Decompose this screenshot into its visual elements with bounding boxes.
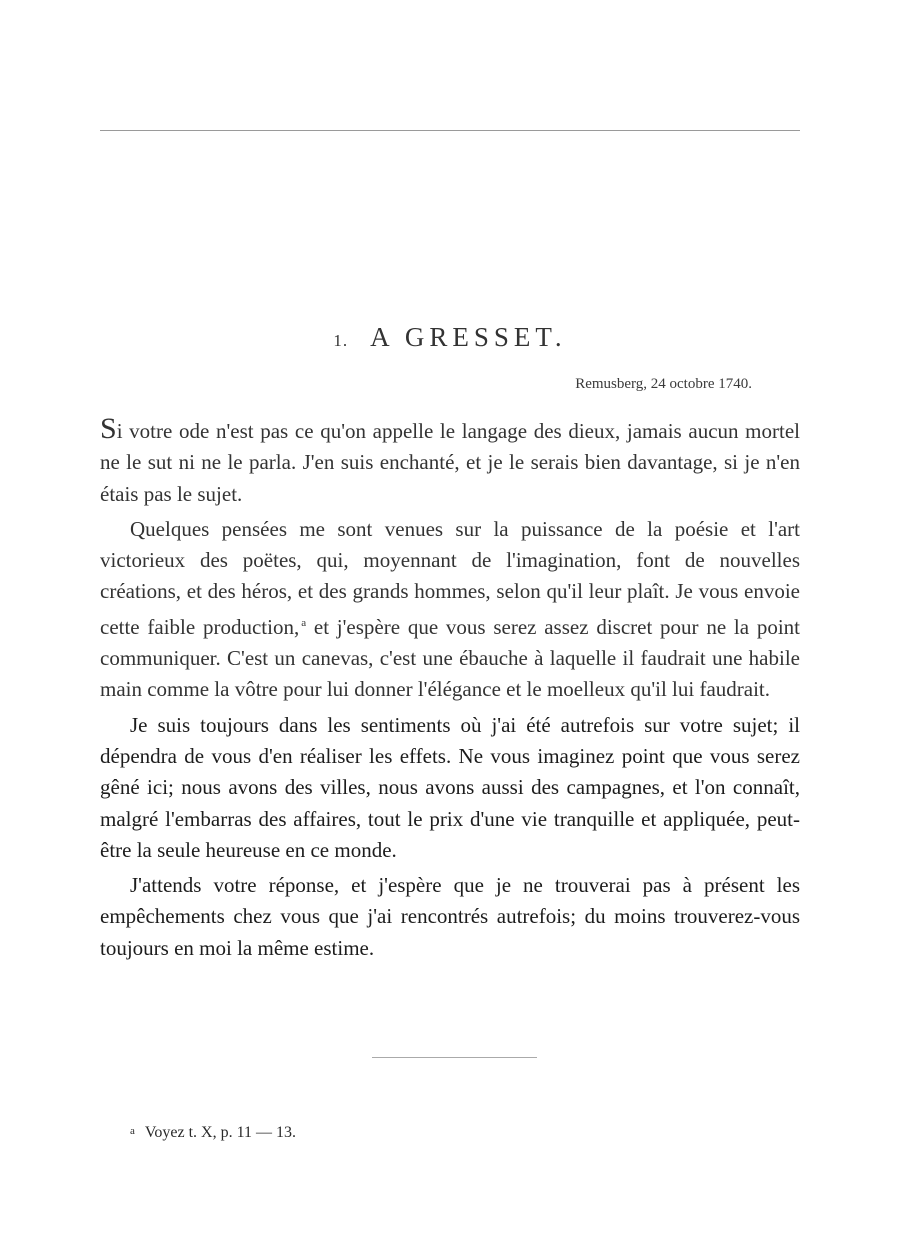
footnote bbox=[130, 1124, 296, 1142]
paragraph-1-text: i votre ode n'est pas ce qu'on appelle le langage des dieux, jamais aucun mortel ne le sut ni ne le parla. J'en suis enchanté, et je le serais bien davantage, si je n'en étais pas le sujet. bbox=[100, 419, 800, 506]
paragraph-1 bbox=[100, 412, 800, 510]
letter-number: 1. bbox=[333, 331, 349, 350]
paragraph-2 bbox=[100, 514, 800, 706]
paragraph-3 bbox=[100, 710, 800, 866]
footnote-text: Voyez t. X, p. 11 — 13. bbox=[144, 1124, 296, 1141]
footnote-separator bbox=[372, 1057, 537, 1058]
paragraph-2-text-before: Quelques pensées me sont venues sur la puissance de la poésie et l'art victorieux des poëtes, qui, moyennant de l'imagination, font de nouvelles créations, et des héros, et des grands hommes, selon qu'il leur plaît. Je vous envoie cette faible production, bbox=[100, 516, 800, 639]
paragraph-4-text: J'attends votre réponse, et j'espère que je ne trouverai pas à présent les empêchements chez vous que j'ai rencontrés autrefois; du moins trouverez-vous toujours en moi la même estime. bbox=[100, 873, 800, 960]
paragraph-3-text: Je suis toujours dans les sentiments où j'ai été autrefois sur votre sujet; il dépendra de vous d'en réaliser les effets. Ne vous imaginez point que vous serez gêné ici; nous avons des villes, nous avons aussi des campagnes, et l'on connaît, malgré l'embarras des affaires, tout le prix d'une vie tranquille et appliquée, peut-être la seule heureuse en ce monde. bbox=[100, 712, 800, 862]
drop-cap: S bbox=[100, 412, 117, 445]
letter-heading bbox=[0, 322, 900, 353]
letter-title: A GRESSET. bbox=[370, 322, 567, 352]
footnote-reference: a bbox=[301, 616, 307, 629]
letter-body bbox=[100, 412, 801, 968]
header-rule bbox=[100, 130, 800, 131]
paragraph-2-text-after: et j'espère que vous serez assez discret pour ne la point communiquer. C'est un canevas, c'est une ébauche à laquelle il faudrait une habile main comme la vôtre pour lui donner l'élégance et le moelleux qu'il lui faudrait. bbox=[100, 614, 801, 702]
dateline: Remusberg, 24 octobre 1740. bbox=[575, 376, 752, 392]
footnote-mark: a bbox=[130, 1125, 135, 1137]
paragraph-4 bbox=[100, 870, 800, 964]
